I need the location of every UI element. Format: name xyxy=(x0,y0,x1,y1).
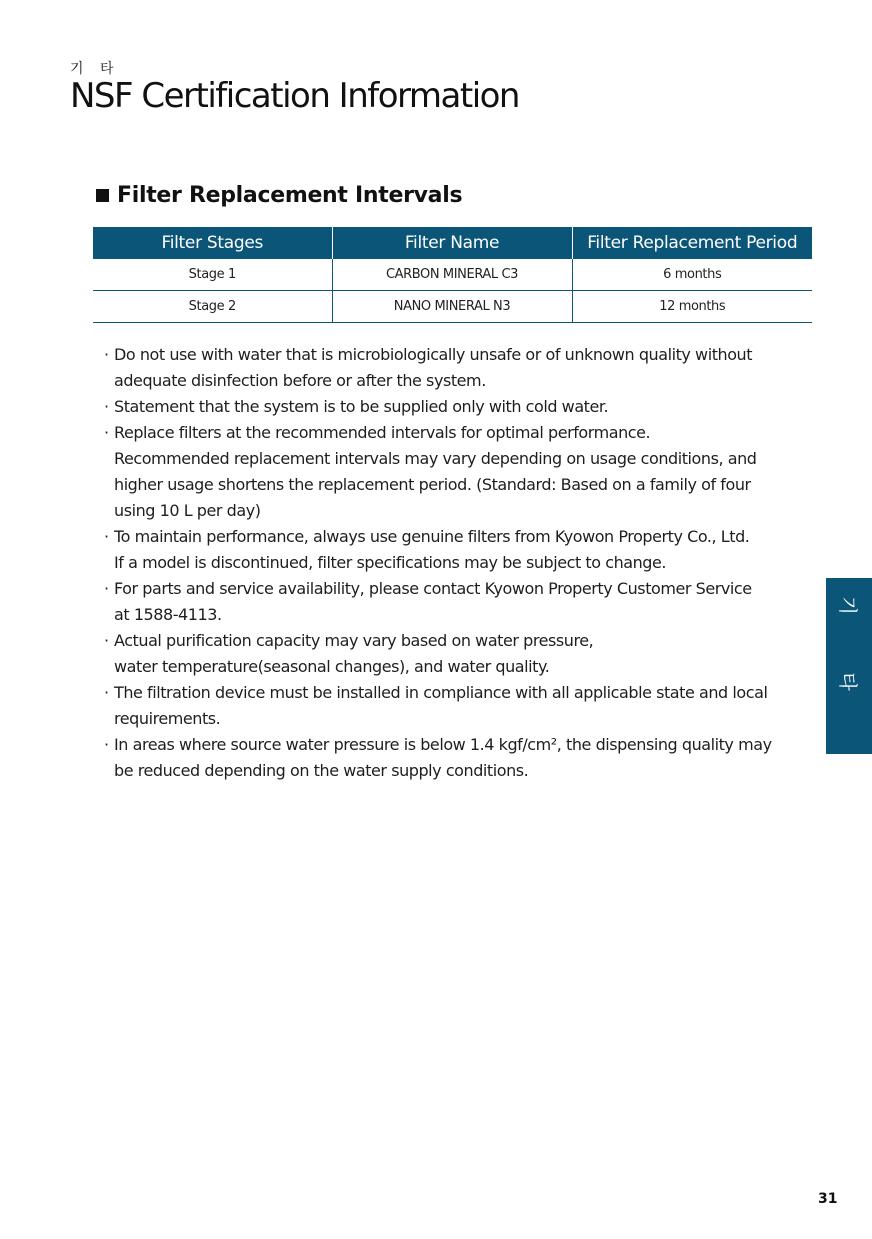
note-text-line: higher usage shortens the replacement period. (Standard: Based on a family of four xyxy=(114,475,751,494)
chapter-side-tab xyxy=(826,578,872,754)
table-cell-stage: Stage 2 xyxy=(93,291,332,323)
bullet-dot: · xyxy=(104,735,109,754)
bullet-dot: · xyxy=(104,397,109,416)
note-text-line: Do not use with water that is microbiologically unsafe or of unknown quality without xyxy=(114,345,753,364)
table-cell-stage: Stage 1 xyxy=(93,259,332,291)
square-bullet-icon xyxy=(96,189,109,202)
bullet-dot: · xyxy=(104,345,109,364)
note-text-line: For parts and service availability, please contact Kyowon Property Customer Service xyxy=(114,579,752,598)
table-cell-period: 12 months xyxy=(572,291,812,323)
bullet-dot: · xyxy=(104,423,109,442)
list-item xyxy=(104,524,804,576)
table-row xyxy=(93,291,812,323)
list-item xyxy=(104,576,804,628)
note-text-line: The filtration device must be installed in compliance with all applicable state and local xyxy=(114,683,768,702)
list-item xyxy=(104,732,804,784)
note-text-line: be reduced depending on the water supply conditions. xyxy=(114,761,529,780)
note-text-line: Actual purification capacity may vary based on water pressure, xyxy=(114,631,594,650)
note-text-line: Replace filters at the recommended intervals for optimal performance. xyxy=(114,423,651,442)
table-cell-filter-name: NANO MINERAL N3 xyxy=(332,291,572,323)
note-text-line: water temperature(seasonal changes), and water quality. xyxy=(114,657,550,676)
bullet-dot: · xyxy=(104,579,109,598)
bullet-dot: · xyxy=(104,527,109,546)
bullet-dot: · xyxy=(104,683,109,702)
note-text-line: Statement that the system is to be supplied only with cold water. xyxy=(114,397,609,416)
list-item xyxy=(104,394,804,420)
page-title: NSF Certification Information xyxy=(70,76,519,116)
filter-replacement-table xyxy=(93,227,812,323)
section-kicker: 기 타 xyxy=(70,61,120,77)
table-cell-filter-name: CARBON MINERAL C3 xyxy=(332,259,572,291)
list-item xyxy=(104,420,804,524)
side-tab-char: 타 xyxy=(836,672,859,691)
section-heading xyxy=(96,183,462,208)
table-row xyxy=(93,259,812,291)
notes-list xyxy=(104,342,804,784)
table-cell-period: 6 months xyxy=(572,259,812,291)
side-tab-char: 기 xyxy=(836,596,859,615)
list-item xyxy=(104,342,804,394)
note-text-line: using 10 L per day) xyxy=(114,501,261,520)
list-item xyxy=(104,628,804,680)
list-item xyxy=(104,680,804,732)
note-text-line: requirements. xyxy=(114,709,221,728)
bullet-dot: · xyxy=(104,631,109,650)
column-header-filter-stages: Filter Stages xyxy=(93,227,332,259)
column-header-filter-name: Filter Name xyxy=(332,227,572,259)
note-text-line: at 1588-4113. xyxy=(114,605,222,624)
note-text-line: adequate disinfection before or after the system. xyxy=(114,371,486,390)
note-text-line: If a model is discontinued, filter specifications may be subject to change. xyxy=(114,553,667,572)
note-text-line: To maintain performance, always use genuine filters from Kyowon Property Co., Ltd. xyxy=(114,527,750,546)
section-heading-text: Filter Replacement Intervals xyxy=(117,183,463,208)
note-text-line: In areas where source water pressure is below 1.4 kgf/cm², the dispensing quality may xyxy=(114,735,772,754)
table-header-row xyxy=(93,227,812,259)
column-header-replacement-period: Filter Replacement Period xyxy=(572,227,812,259)
note-text-line: Recommended replacement intervals may vary depending on usage conditions, and xyxy=(114,449,757,468)
page-number: 31 xyxy=(818,1191,838,1207)
